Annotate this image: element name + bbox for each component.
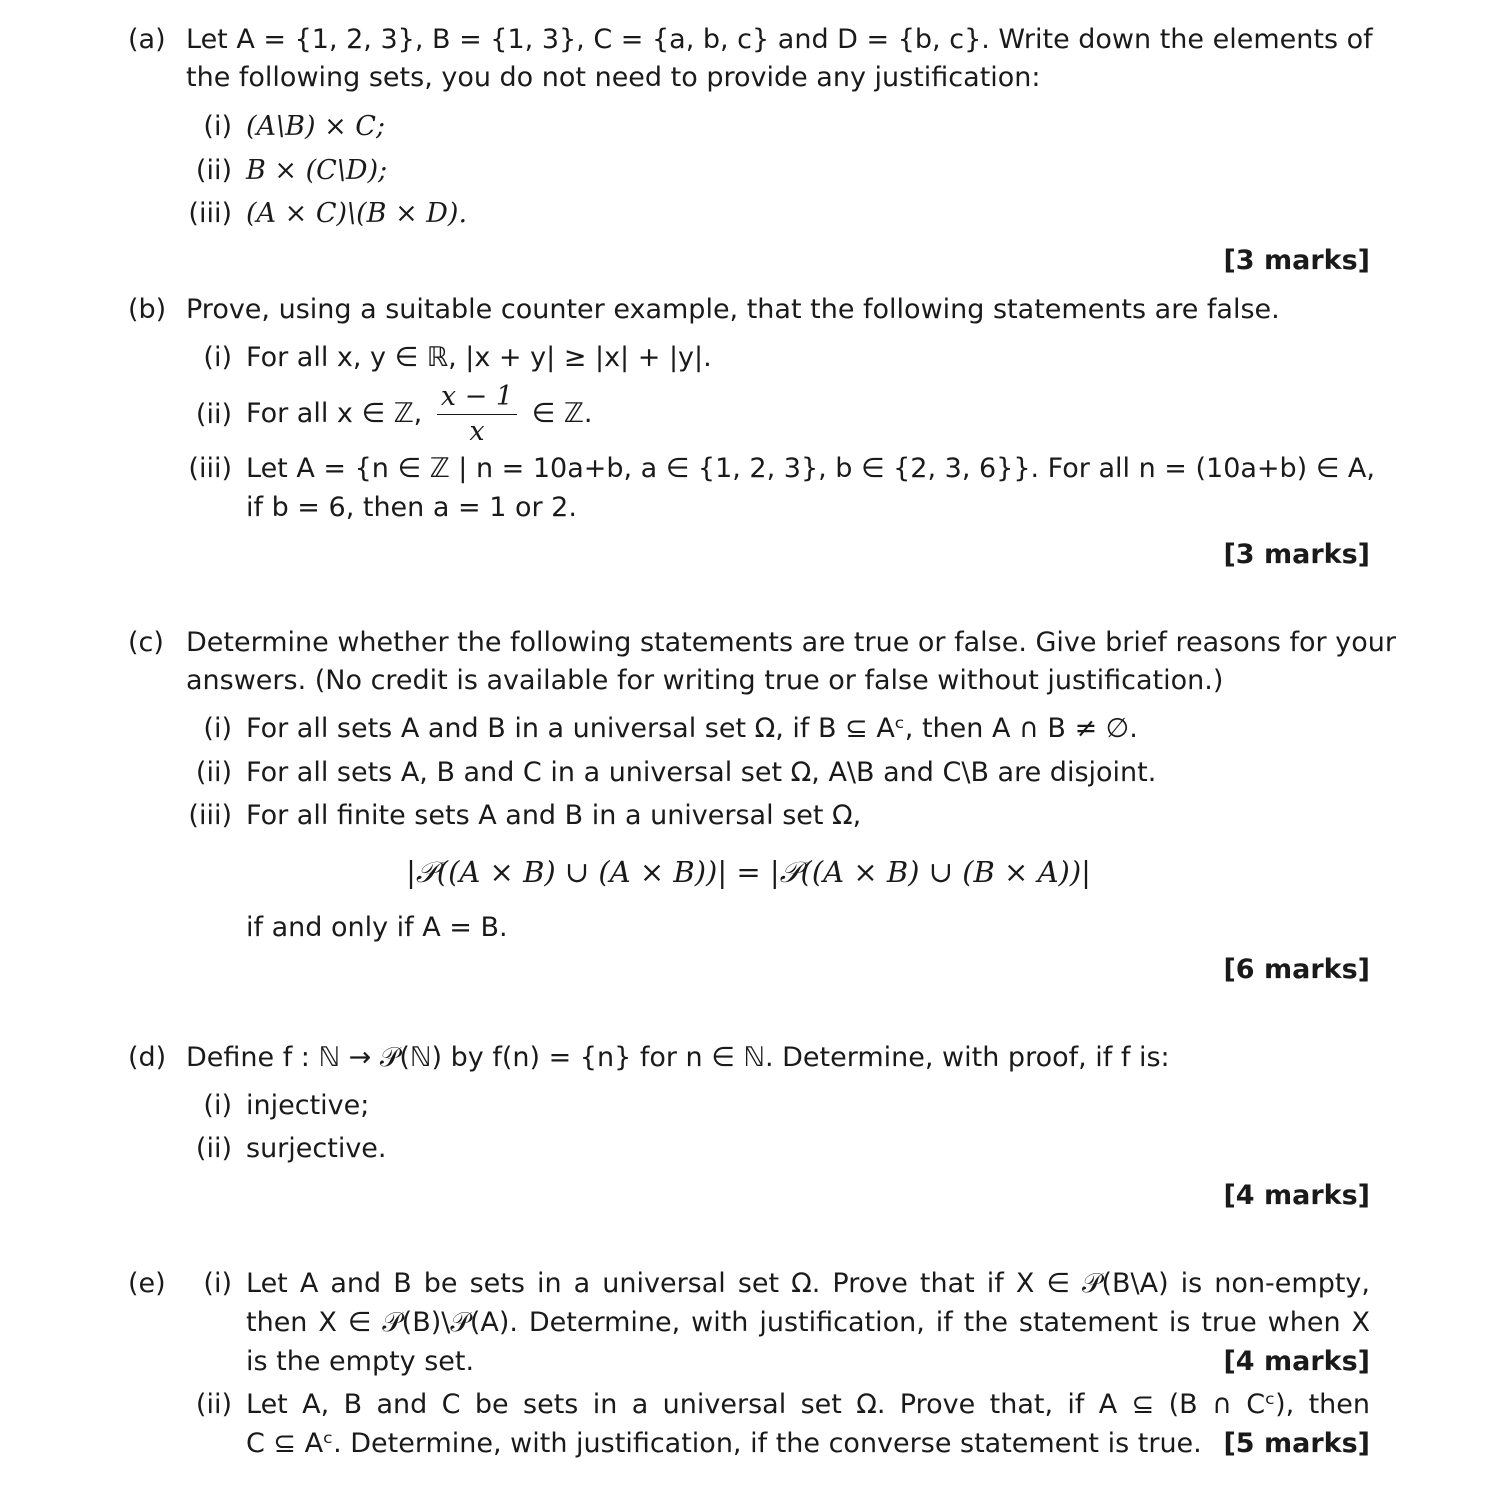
item-label: (i) [203,111,232,142]
marks: [3 marks] [1223,245,1370,276]
item-text: (A × C)\(B × D). [246,198,468,229]
fraction [437,380,517,449]
part-label: (d) [128,1042,167,1073]
item-text-line1: Let A = {n ∈ ℤ | n = 10a+b, a ∈ {1, 2, 3}, b ∈ {2, 3, 6}}. For all n = (10a+b) ∈ A, [246,453,1375,484]
fraction-numerator: x − 1 [437,380,517,415]
marks: [3 marks] [1223,539,1370,570]
item-text-line1: Let A, B and C be sets in a universal set Ω. Prove that, if A ⊆ (B ∩ Cᶜ), then [246,1389,1370,1420]
fraction-suffix: ∈ ℤ. [531,398,593,429]
item-label: (iii) [188,198,232,229]
part-d-intro: Define f : ℕ → 𝒫(ℕ) by f(n) = {n} for n ∈ ℕ. Determine, with proof, if f is: [186,1042,1170,1073]
item-fraction-line [246,378,592,450]
part-a-intro-line2: the following sets, you do not need to provide any justification: [186,62,1041,93]
item-text: For all finite sets A and B in a universal set Ω, [246,800,862,831]
item-text: surjective. [246,1133,387,1164]
item-label: (ii) [195,1389,232,1420]
item-text: B × (C\D); [246,155,388,186]
item-text-line2: then X ∈ 𝒫(B)\𝒫(A). Determine, with justification, if the statement is true when X [246,1307,1370,1338]
item-label: (i) [203,1268,232,1299]
item-text: For all sets A and B in a universal set Ω, if B ⊆ Aᶜ, then A ∩ B ≠ ∅. [246,713,1138,744]
item-label: (i) [203,342,232,373]
part-a-intro-line1: Let A = {1, 2, 3}, B = {1, 3}, C = {a, b, c} and D = {b, c}. Write down the elements of [186,24,1373,55]
part-c-intro-line2: answers. (No credit is available for writing true or false without justification.) [186,665,1224,696]
item-text: (A\B) × C; [246,111,386,142]
item-continuation: if and only if A = B. [246,912,508,943]
part-label: (e) [128,1268,166,1299]
part-c-intro-line1: Determine whether the following statements are true or false. Give brief reasons for your [186,627,1396,658]
item-label: (ii) [195,757,232,788]
fraction-denominator: x [469,416,485,447]
item-label: (i) [203,713,232,744]
item-text-line2: C ⊆ Aᶜ. Determine, with justification, if the converse statement is true. [246,1428,1202,1459]
item-label: (ii) [195,399,232,430]
marks: [4 marks] [1223,1180,1370,1211]
marks: [4 marks] [1223,1346,1370,1377]
display-equation: |𝒫((A × B) ∪ (A × B))| = |𝒫((A × B) ∪ (B × A))| [406,855,1091,889]
marks: [5 marks] [1223,1428,1370,1459]
fraction-prefix: For all x ∈ ℤ, [246,398,423,429]
item-text-line1: Let A and B be sets in a universal set Ω. Prove that if X ∈ 𝒫(B\A) is non-empty, [246,1268,1370,1299]
part-b-intro: Prove, using a suitable counter example, that the following statements are false. [186,294,1280,325]
part-label: (b) [128,294,167,325]
item-text-line2: if b = 6, then a = 1 or 2. [246,492,577,523]
item-text: For all sets A, B and C in a universal set Ω, A\B and C\B are disjoint. [246,757,1157,788]
part-label: (c) [128,627,164,658]
part-label: (a) [128,24,166,55]
item-text-line3: is the empty set. [246,1346,475,1377]
item-label: (ii) [195,155,232,186]
item-label: (iii) [188,800,232,831]
item-label: (ii) [195,1133,232,1164]
item-text: For all x, y ∈ ℝ, |x + y| ≥ |x| + |y|. [246,342,712,373]
item-text: injective; [246,1090,370,1121]
item-label: (iii) [188,453,232,484]
marks: [6 marks] [1223,954,1370,985]
item-label: (i) [203,1090,232,1121]
